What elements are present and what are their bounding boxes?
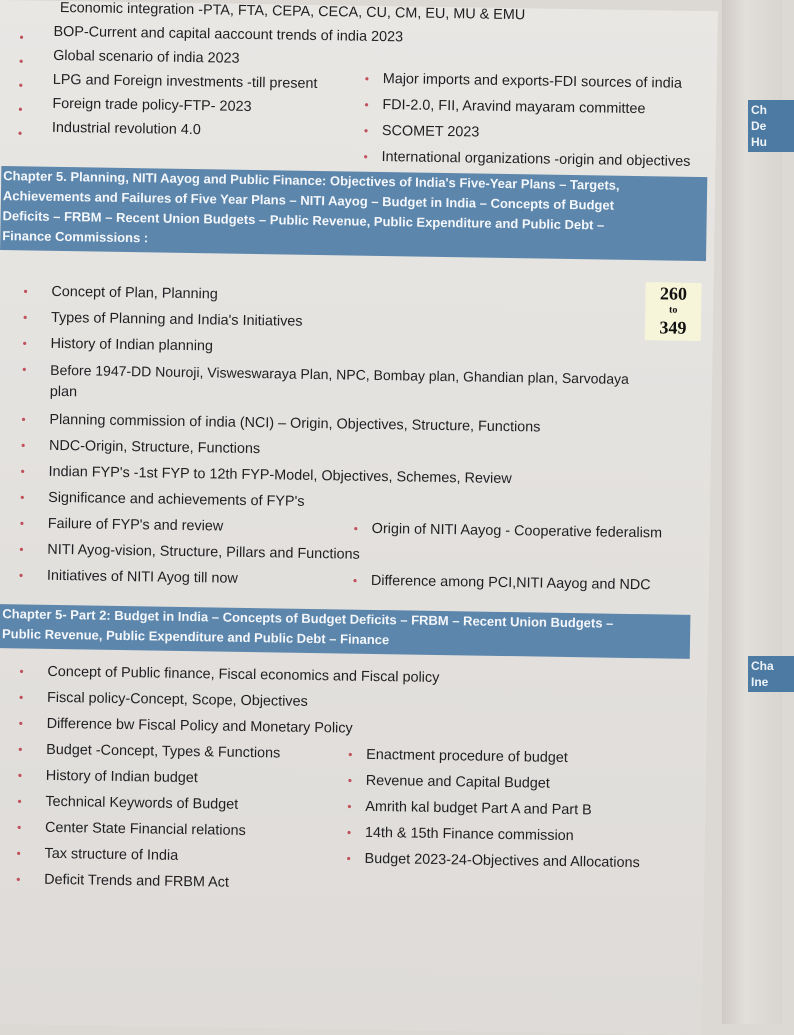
bullet: • [17,794,22,809]
bullet: • [364,97,369,112]
bullet: • [18,568,24,583]
budget-item: Enactment procedure of budget [366,746,568,767]
budget-item: Revenue and Capital Budget [365,772,550,792]
planning-item: Origin of NITI Aayog - Cooperative federalism [371,520,663,542]
budget-item: Center State Financial relations [44,819,246,839]
page-range-badge: 260 to 349 [645,282,702,341]
bullet: • [18,742,23,757]
budget-item: Amrith kal budget Part A and Part B [365,798,592,819]
topic-line: Major imports and exports-FDI sources of india [382,71,683,92]
budget-item: Budget -Concept, Types & Functions [46,741,281,762]
bullet: • [346,851,351,866]
planning-item: History of Indian planning [50,335,214,355]
budget-item: Budget 2023-24-Objectives and Allocations [364,850,640,872]
bullet: • [20,438,26,453]
bullet: • [18,690,24,705]
budget-item: 14th & 15th Finance commission [364,824,574,845]
planning-item: Before 1947-DD Nouroji, Visweswaraya Plan, NPC, Bombay plan, Ghandian plan, Sarvodaya [50,361,629,387]
chapter-5-heading: Chapter 5. Planning, NITI Aayog and Public Finance: Objectives of India's Five-Year Plans – Targets, Achievements and Failures of Five Year Plans – NITI Aayog – Budget in India – Concepts of Budget Deficits – FRBM – Recent Union Budgets – Public Revenue, Public Expenditure and Public Debt – Finance Commissions : [0,166,707,261]
planning-item: Difference among PCI,NITI Aayog and NDC [370,572,651,594]
planning-item: NDC-Origin, Structure, Functions [48,437,261,458]
bullet: • [19,542,24,557]
budget-item: Tax structure of India [44,845,179,864]
bullet: • [364,71,370,86]
bullet: • [18,716,23,731]
bullet: • [18,102,23,117]
bullet: • [346,825,352,840]
planning-item: Failure of FYP's and review [47,515,224,535]
bullet: • [16,846,21,861]
adjacent-page [722,0,782,1024]
topic-line: International organizations -origin and objectives [381,149,691,170]
topic-line: SCOMET 2023 [381,123,480,141]
bullet: • [23,284,28,299]
bullet: • [363,123,369,138]
planning-item-continued: plan [49,383,78,401]
topic-line: Industrial revolution 4.0 [51,119,201,139]
bullet: • [352,573,358,588]
planning-item: Indian FYP's -1st FYP to 12th FYP-Model, Objectives, Schemes, Review [48,463,512,488]
planning-item: NITI Ayog-vision, Structure, Pillars and Functions [47,541,360,563]
budget-item: History of Indian budget [45,767,198,787]
bullet: • [18,54,24,69]
bullet: • [347,773,353,788]
bullet: • [21,412,26,427]
bullet: • [363,149,368,164]
bullet: • [353,521,359,536]
budget-item: Concept of Public finance, Fiscal economics and Fiscal policy [47,663,440,686]
bullet: • [18,78,23,93]
topic-line: Foreign trade policy-FTP- 2023 [52,95,252,115]
planning-item: Planning commission of india (NCI) – Origin, Objectives, Structure, Functions [49,411,541,436]
bullet: • [16,872,21,887]
bullet: • [22,362,27,377]
bullet: • [22,336,27,351]
bullet: • [20,490,25,505]
planning-item: Initiatives of NITI Ayog till now [46,567,238,587]
planning-item: Concept of Plan, Planning [51,283,218,303]
budget-item: Deficit Trends and FRBM Act [44,871,230,891]
bullet: • [20,464,25,479]
topic-line: LPG and Foreign investments -till present [52,71,318,92]
topic-line: BOP-Current and capital aaccount trends of india 2023 [53,23,404,46]
bullet: • [22,310,28,325]
bullet: • [16,820,22,835]
budget-item: Technical Keywords of Budget [45,793,239,813]
budget-item: Fiscal policy-Concept, Scope, Objectives [46,689,308,710]
bullet: • [17,768,23,783]
bullet: • [17,126,23,141]
bullet: • [19,664,24,679]
topic-line: Economic integration -PTA, FTA, CEPA, CECA, CU, CM, EU, MU & EMU [59,0,526,24]
topic-line: FDI-2.0, FII, Aravind mayaram committee [382,97,646,118]
planning-item: Significance and achievements of FYP's [48,489,305,510]
adjacent-tab-2: Cha Ine [748,656,794,692]
adjacent-tab-1: Ch De Hu [748,100,794,152]
budget-item: Difference bw Fiscal Policy and Monetary Policy [46,715,353,737]
bullet: • [19,30,24,45]
topic-line: Global scenario of india 2023 [53,47,240,67]
bullet: • [347,799,352,814]
bullet: • [348,747,353,762]
chapter-5-part-2-heading: Chapter 5- Part 2: Budget in India – Concepts of Budget Deficits – FRBM – Recent Union Budgets – Public Revenue, Public Expenditure and Public Debt – Finance [0,604,690,659]
planning-item: Types of Planning and India's Initiatives [50,309,303,330]
bullet: • [19,516,25,531]
